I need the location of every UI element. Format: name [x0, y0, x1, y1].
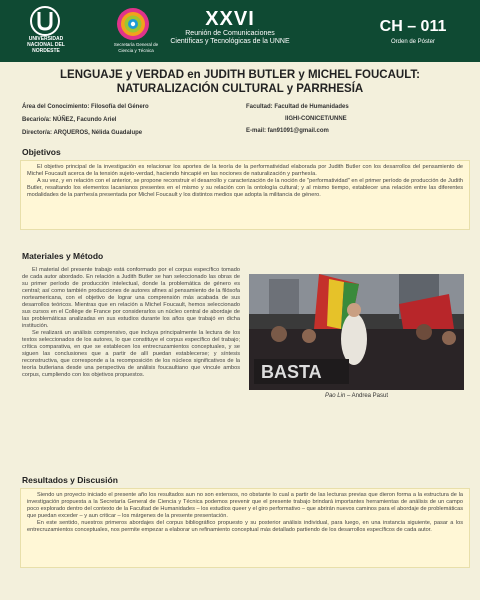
fellow-name: Becario/a: NÚÑEZ, Facundo Ariel: [22, 117, 117, 123]
caption-title: Pao Lin: [324, 393, 346, 399]
objectives-paragraph-1: El objetivo principal de la investigación es relacionar los aportes de la teoría de la performatividad elaborada por Judith Butler con los desarrollos del pensamiento de Michel Foucault acerca de la tensión sujeto-verdad, haciendo hincapié en las nociones de naturalización y parrhesía.: [27, 164, 463, 177]
secretaria-logo-icon: [115, 6, 151, 42]
secretaria-name: Secretaría General de Ciencia y Técnica: [113, 42, 159, 53]
poster-order-label: Orden de Póster: [390, 39, 436, 45]
materials-heading: Materiales y Método: [22, 251, 104, 261]
knowledge-area: Área del Conocimiento: Filosofía del Género: [22, 104, 149, 110]
title-line-2: NATURALIZACIÓN CULTURAL y PARRHESÍA: [116, 83, 364, 95]
institute-name: IIGHI-CONICET/UNNE: [285, 116, 347, 122]
materials-box: [20, 264, 242, 412]
results-paragraph-1: Siendo un proyecto iniciado el presente año los resultados aun no son extensos, no obstante lo cual a partir de las lecturas previas que dieron forma a la estructura de la investigación propuesta a la Secretaría General de Ciencia y Técnica podemos prevenir que el presente trabajo brindará importantes herramientas de análisis de un campo poco explorado dentro del contexto de la Facultad de Humanidades – los estudios queer y el giro performativo – que abrirán nuevos caminos para el abordaje de problemáticas que puedan exceder – y aun criticar – los márgenes de la presente presentación.: [27, 492, 463, 519]
unne-name: UNIVERSIDAD NACIONAL DEL NORDESTE: [27, 36, 65, 54]
event-line-1: Reunión de Comunicaciones: [185, 30, 275, 37]
poster-code: CH – 011: [379, 18, 447, 35]
photo-caption: [249, 393, 464, 399]
edition-number: XXVI: [205, 8, 255, 30]
results-heading: Resultados y Discusión: [22, 475, 118, 485]
email-address: E-mail: fan91091@gmail.com: [246, 128, 329, 134]
results-box: [20, 488, 470, 568]
poster-header: [0, 0, 480, 62]
director-name: Director/a: ARQUEROS, Nélida Guadalupe: [22, 130, 143, 136]
objectives-box: [20, 160, 470, 230]
caption-author: – Andrea Pasut: [345, 393, 389, 399]
results-paragraph-2: En este sentido, nuestros primeros abordajes del corpus bibliográfico propuesto y su posterior análisis individual, para luego, en una instancia siguiente, pasar a los entrecruzamientos conceptuales, nos permite empezar a elaborar un refinamiento conceptual más detallado partiendo de los desarrollos específicos de cada autor.: [27, 520, 463, 533]
materials-paragraph-2: Se realizará un análisis comprensivo, que incluya principalmente la lectura de los textos seleccionados de los autores, lo que constituye el corpus específico del trabajo; crítica comparativa, en que se establecen los entrecruzamientos conceptuales, y se siguen las conclusiones que a partir de allí puedan establecerse; y síntesis reconstructiva, que corresponde a la recomposición de los núcleos significativos de la teoría butleriana desde una perspectiva de análisis foucaultiano que vincule ambos corpus, cumpliendo con los objetivos propuestos.: [22, 330, 240, 378]
poster-title: [20, 68, 460, 96]
protest-banner-text: BASTA: [261, 362, 322, 382]
materials-paragraph-1: El material del presente trabajo está conformado por el corpus específico tomado de cada autor abordado. En relación a Judith Butler se han seleccionado las obras de su primer período de producción intelectual, donde la problemática de género es central; así como también producciones de autores afines al pensamiento de la filósofa norteamericana, con el objetivo de lograr una comprensión más acabada de sus desarrollos teóricos. Mientras que en relación a Michel Foucault, hemos seleccionado sus cursos en el Collège de France por considerarlos un núcleo central de abordaje de las problemáticas analizadas en sus estudios durante los años que trabajó en dicha institución.: [22, 267, 240, 329]
unne-logo-icon: [30, 6, 60, 36]
title-line-1: LENGUAJE y VERDAD en JUDITH BUTLER y MICHEL FOUCAULT:: [60, 69, 420, 81]
faculty-name: Facultad: Facultad de Humanidades: [246, 104, 349, 110]
objectives-heading: Objetivos: [22, 147, 61, 157]
event-name: [150, 30, 310, 46]
protest-photo: [249, 274, 464, 390]
event-line-2: Científicas y Tecnológicas de la UNNE: [170, 38, 290, 45]
objectives-paragraph-2: A su vez, y en relación con el anterior, se propone reconstruir el desarrollo y caracterización de la noción de "performatividad" en el primer período de producción de Judith Butler, resaltando los elementos lacanianos presentes en el mismo y su relación con la ontología cultural; y al mismo tiempo, establecer una relación entre las diferentes modalidades de la parrhesía presentada por Michel Foucault y los distintos medios que adopta la militancia de género.: [27, 178, 463, 198]
